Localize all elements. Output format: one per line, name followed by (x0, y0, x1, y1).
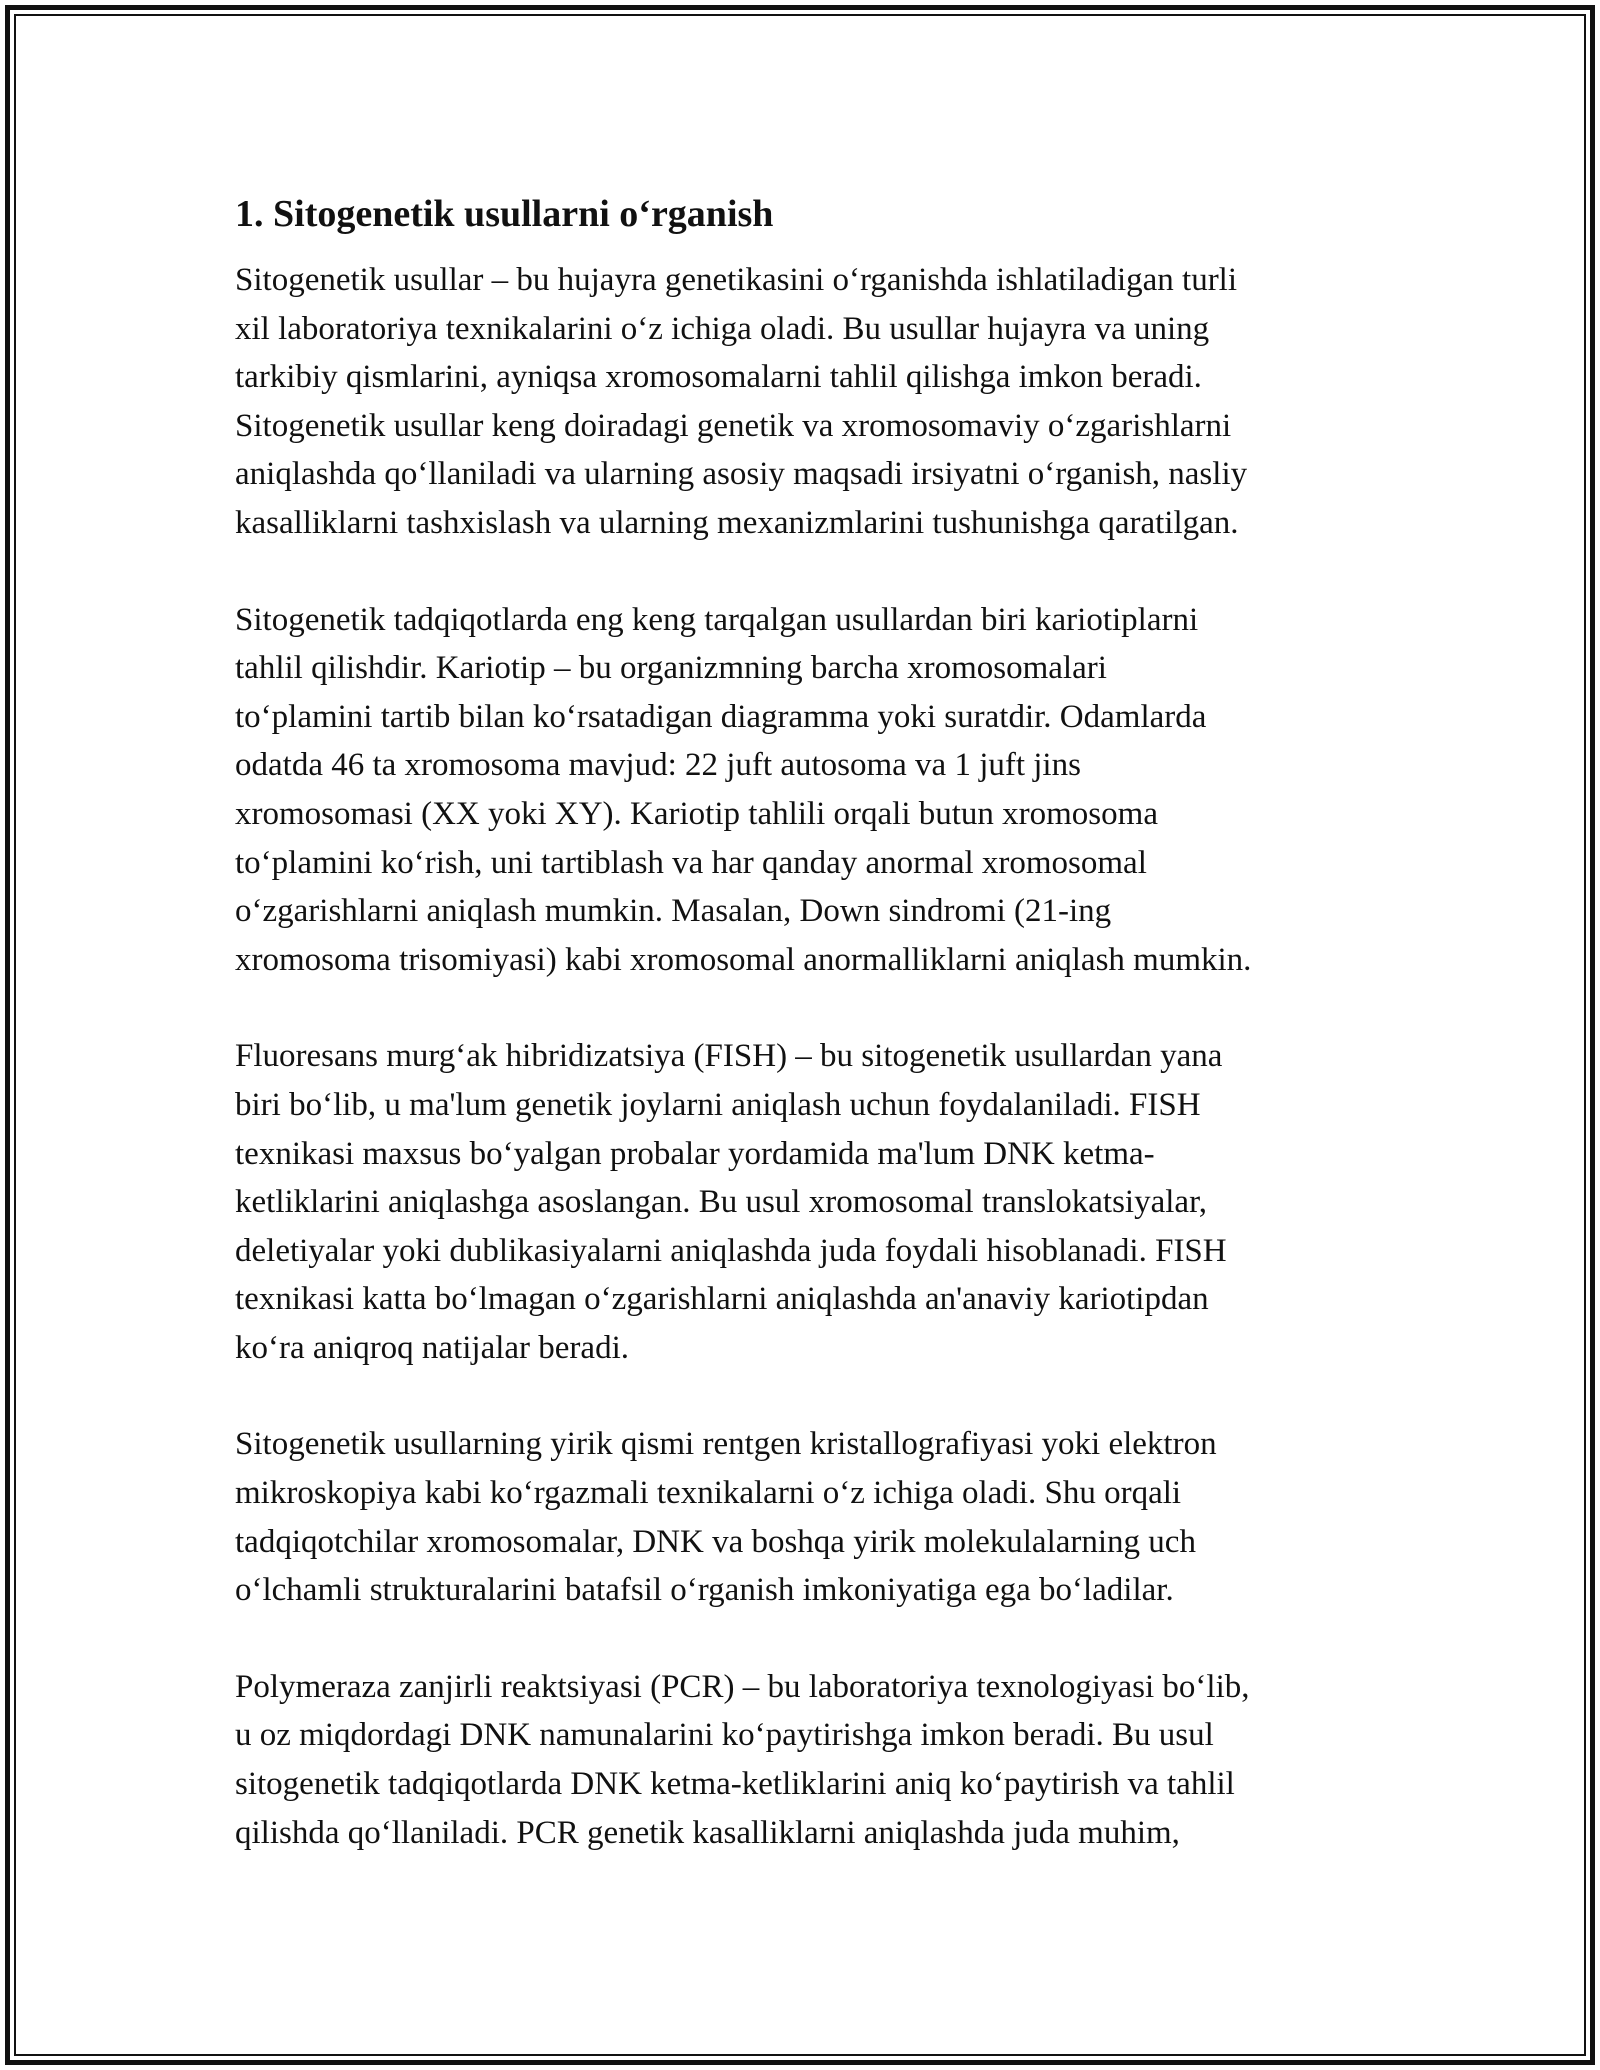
paragraph-line: odatda 46 ta xromosoma mavjud: 22 juft autosoma va 1 juft jins (235, 747, 1081, 784)
paragraph-line: Sitogenetik usullarning yirik qismi rentgen kristallografiyasi yoki elektron (235, 1426, 1217, 1463)
paragraph-line: Sitogenetik usullar keng doiradagi genetik va xromosomaviy o‘zgarishlarni (235, 407, 1232, 444)
paragraph-line: ko‘ra aniqroq natijalar beradi. (235, 1329, 629, 1366)
section-heading: 1. Sitogenetik usullarni o‘rganish (235, 193, 774, 235)
paragraph-line: Polymeraza zanjirli reaktsiyasi (PCR) – bu laboratoriya texnologiyasi bo‘lib, (235, 1668, 1250, 1705)
paragraph-line: kasalliklarni tashxislash va ularning mexanizmlarini tushunishga qaratilgan. (235, 504, 1239, 541)
paragraph-line: xromosoma trisomiyasi) kabi xromosomal anormalliklarni aniqlash mumkin. (235, 941, 1252, 978)
paragraph-line: sitogenetik tadqiqotlarda DNK ketma-ketliklarini aniq ko‘paytirish va tahlil (235, 1766, 1235, 1803)
paragraph-line: to‘plamini ko‘rish, uni tartiblash va har qanday anormal xromosomal (235, 844, 1147, 881)
paragraph-line: Sitogenetik usullar – bu hujayra genetikasini o‘rganishda ishlatiladigan turli (235, 262, 1238, 298)
paragraph (235, 596, 1375, 985)
paragraph-line: xil laboratoriya texnikalarini o‘z ichiga oladi. Bu usullar hujayra va uning (235, 310, 1210, 347)
paragraph-line: to‘plamini tartib bilan ko‘rsatadigan diagramma yoki suratdir. Odamlarda (235, 698, 1207, 735)
paragraph-line: texnikasi katta bo‘lmagan o‘zgarishlarni aniqlashda an'anaviy kariotipdan (235, 1281, 1209, 1318)
document-body (235, 186, 1375, 1905)
paragraph-line: deletiyalar yoki dublikasiyalarni aniqlashda juda foydali hisoblanadi. FISH (235, 1232, 1227, 1269)
paragraphs-container (235, 256, 1375, 1857)
paragraph-line: o‘lchamli strukturalarini batafsil o‘rganish imkoniyatiga ega bo‘ladilar. (235, 1572, 1174, 1609)
paragraph-line: Fluoresans murg‘ak hibridizatsiya (FISH) – bu sitogenetik usullardan yana (235, 1038, 1223, 1075)
paragraph-line: xromosomasi (XX yoki XY). Kariotip tahlili orqali butun xromosoma (235, 795, 1158, 832)
paragraph-line: u oz miqdordagi DNK namunalarini ko‘paytirishga imkon beradi. Bu usul (235, 1717, 1214, 1754)
paragraph-line: tarkibiy qismlarini, ayniqsa xromosomalarni tahlil qilishga imkon beradi. (235, 359, 1202, 396)
paragraph-line: ketliklarini aniqlashga asoslangan. Bu usul xromosomal translokatsiyalar, (235, 1184, 1207, 1221)
paragraph-line: mikroskopiya kabi ko‘rgazmali texnikalarni o‘z ichiga oladi. Shu orqali (235, 1475, 1182, 1512)
paragraph-line: o‘zgarishlarni aniqlash mumkin. Masalan, Down sindromi (21-ing (235, 893, 1112, 930)
paragraph-line: tadqiqotchilar xromosomalar, DNK va boshqa yirik molekulalarning uch (235, 1523, 1196, 1560)
paragraph-line: tahlil qilishdir. Kariotip – bu organizmning barcha xromosomalari (235, 650, 1107, 687)
paragraph (235, 1420, 1375, 1614)
paragraph (235, 256, 1375, 548)
paragraph-line: aniqlashda qo‘llaniladi va ularning asosiy maqsadi irsiyatni o‘rganish, nasliy (235, 456, 1248, 493)
paragraph-line: biri bo‘lib, u ma'lum genetik joylarni aniqlash uchun foydalaniladi. FISH (235, 1086, 1201, 1123)
paragraph-line: texnikasi maxsus bo‘yalgan probalar yordamida ma'lum DNK ketma- (235, 1135, 1155, 1172)
paragraph (235, 1663, 1375, 1857)
paragraph (235, 1032, 1375, 1372)
paragraph-line: Sitogenetik tadqiqotlarda eng keng tarqalgan usullardan biri kariotiplarni (235, 601, 1199, 638)
paragraph-line: qilishda qo‘llaniladi. PCR genetik kasalliklarni aniqlashda juda muhim, (235, 1814, 1180, 1851)
